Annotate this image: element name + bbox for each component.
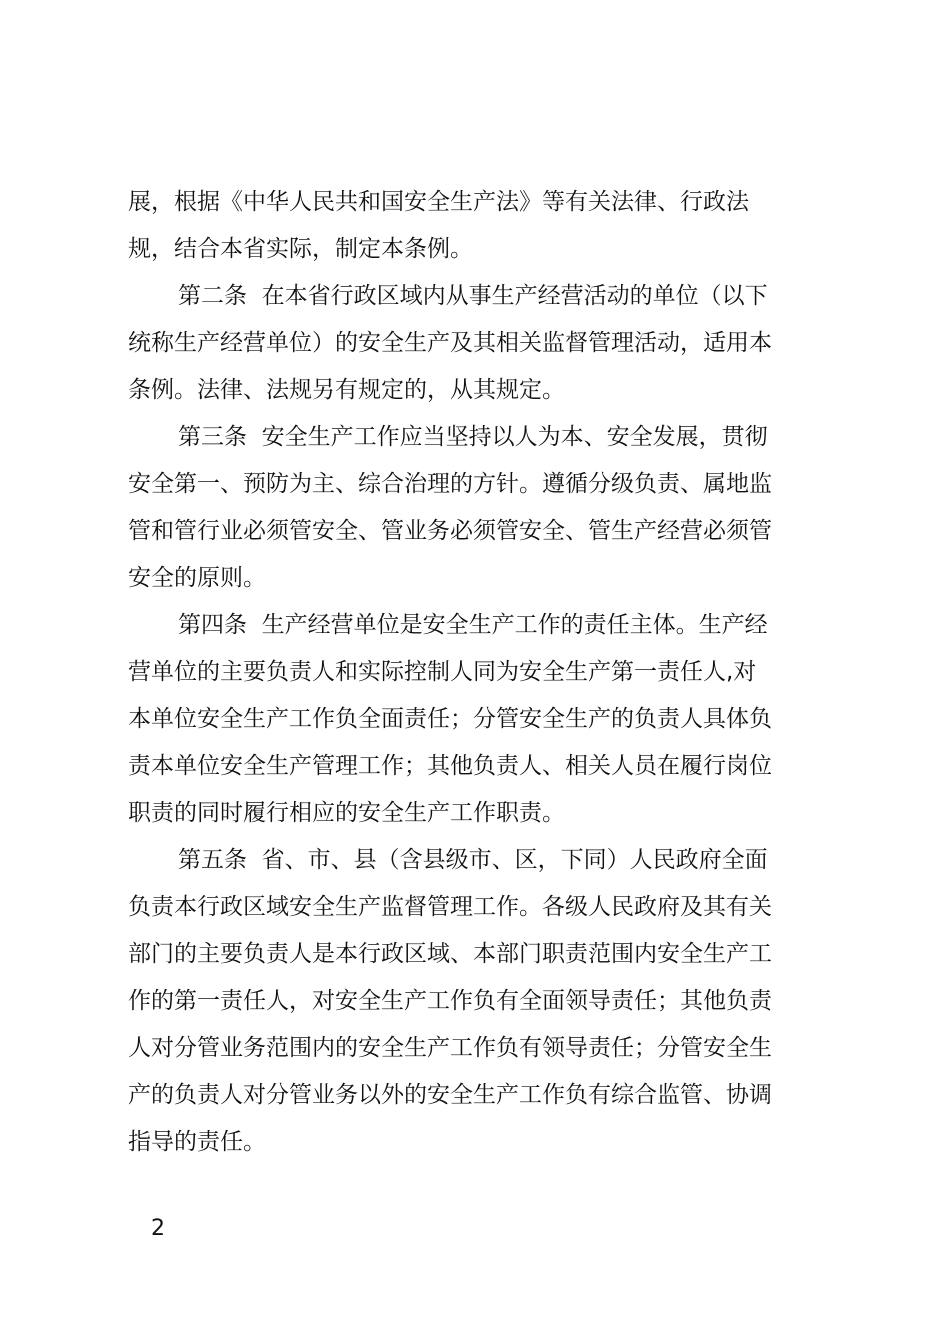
text-line: 管和管行业必须管安全、管业务必须管安全、管生产经营必须管: [128, 518, 772, 544]
text-line: 职责的同时履行相应的安全生产工作职责。: [128, 800, 565, 826]
page-number: 2: [151, 1216, 165, 1241]
text-line: 营单位的主要负责人和实际控制人同为安全生产第一责任人,对: [128, 659, 757, 685]
text-line: 第四条 生产经营单位是安全生产工作的责任主体。生产经: [178, 612, 768, 638]
text-line: 人对分管业务范围内的安全生产工作负有领导责任；分管安全生: [128, 1035, 772, 1061]
text-line: 作的第一责任人，对安全生产工作负有全面领导责任；其他负责: [128, 988, 772, 1014]
text-line: 产的负责人对分管业务以外的安全生产工作负有综合监管、协调: [128, 1082, 772, 1108]
paragraph-article-4: [128, 602, 834, 837]
text-line: 第二条 在本省行政区域内从事生产经营活动的单位（以下: [178, 283, 768, 309]
paragraph-article-3: [128, 414, 834, 602]
text-line: 展，根据《中华人民共和国安全生产法》等有关法律、行政法: [128, 189, 749, 215]
text-line: 负责本行政区域安全生产监督管理工作。各级人民政府及其有关: [128, 894, 772, 920]
text-line: 条例。法律、法规另有规定的，从其规定。: [128, 377, 565, 403]
text-line: 本单位安全生产工作负全面责任；分管安全生产的负责人具体负: [128, 706, 772, 732]
paragraph-article-5: [128, 837, 834, 1166]
text-line: 规，结合本省实际，制定本条例。: [128, 236, 473, 262]
text-line: 统称生产经营单位）的安全生产及其相关监督管理活动，适用本: [128, 330, 772, 356]
paragraph-article-2: [128, 273, 834, 414]
text-line: 安全的原则。: [128, 565, 266, 591]
text-line: 部门的主要负责人是本行政区域、本部门职责范围内安全生产工: [128, 941, 772, 967]
text-line: 指导的责任。: [128, 1129, 266, 1155]
text-line: 安全第一、预防为主、综合治理的方针。遵循分级负责、属地监: [128, 471, 772, 497]
text-line: 第五条 省、市、县（含县级市、区，下同）人民政府全面: [178, 847, 768, 873]
text-line: 责本单位安全生产管理工作；其他负责人、相关人员在履行岗位: [128, 753, 772, 779]
paragraph-article-1-continued: [128, 179, 834, 273]
text-line: 第三条 安全生产工作应当坚持以人为本、安全发展，贯彻: [178, 424, 768, 450]
document-body: [128, 179, 834, 1166]
